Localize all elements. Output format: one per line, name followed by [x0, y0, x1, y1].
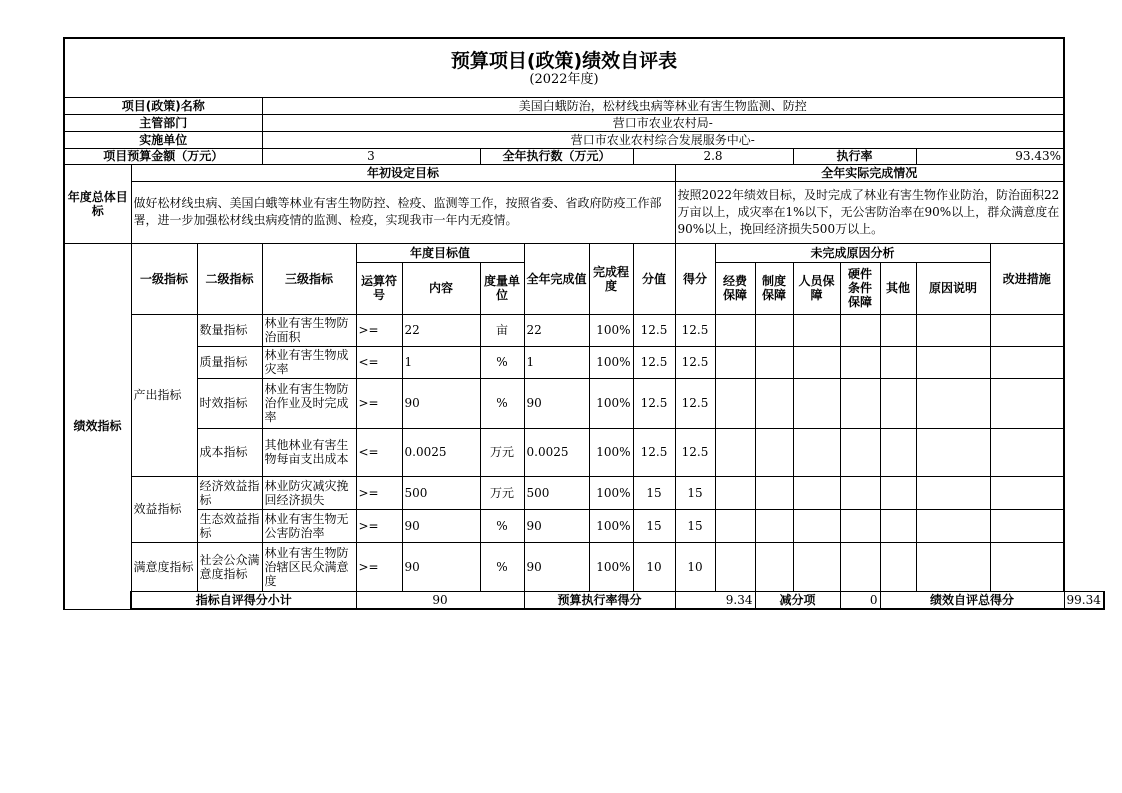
header-full-year: 全年完成值 — [524, 243, 589, 314]
actual-goal-text: 按照2022年绩效目标，及时完成了林业有害生物作业防治，防治面积22万亩以上，成灾率在1%以下，无公害防治率在90%以上，群众满意度在90%以上，挽回经济损失500万以上。 — [675, 181, 1064, 243]
table-row — [64, 476, 1104, 509]
content-cell: 0.0025 — [402, 428, 480, 476]
level2-cell: 经济效益指标 — [197, 476, 262, 509]
content-cell: 1 — [402, 346, 480, 378]
header-score: 得分 — [675, 243, 715, 314]
header-improve: 改进措施 — [990, 243, 1064, 314]
degree-cell: 100% — [589, 346, 633, 378]
done-cell: 90 — [524, 542, 589, 591]
unit-cell: 万元 — [480, 428, 524, 476]
value-cell: 12.5 — [633, 346, 675, 378]
deduct-value: 0 — [840, 591, 880, 609]
project-name-label: 项目(政策)名称 — [64, 97, 262, 114]
done-cell: 0.0025 — [524, 428, 589, 476]
table-row — [64, 314, 1104, 346]
content-cell: 90 — [402, 509, 480, 542]
budget-score-value: 9.34 — [675, 591, 755, 609]
header-reason-other: 其他 — [880, 262, 916, 314]
dept-label: 主管部门 — [64, 114, 262, 131]
score-cell: 12.5 — [675, 378, 715, 428]
value-cell: 15 — [633, 509, 675, 542]
level2-cell: 成本指标 — [197, 428, 262, 476]
total-label: 绩效自评总得分 — [880, 591, 1064, 609]
unit-cell: % — [480, 509, 524, 542]
header-reason-funding: 经费保障 — [715, 262, 755, 314]
op-cell: >= — [356, 314, 402, 346]
level2-cell: 质量指标 — [197, 346, 262, 378]
value-cell: 15 — [633, 476, 675, 509]
title-cell — [64, 38, 1064, 97]
value-cell: 12.5 — [633, 378, 675, 428]
deduct-label: 减分项 — [755, 591, 840, 609]
value-cell: 10 — [633, 542, 675, 591]
header-level1: 一级指标 — [131, 243, 197, 314]
score-cell: 12.5 — [675, 428, 715, 476]
perf-indicators-label: 绩效指标 — [64, 243, 131, 609]
done-cell: 90 — [524, 509, 589, 542]
project-name-value: 美国白蛾防治，松材线虫病等林业有害生物监测、防控 — [262, 97, 1064, 114]
unit-label: 实施单位 — [64, 131, 262, 148]
op-cell: <= — [356, 428, 402, 476]
score-cell: 10 — [675, 542, 715, 591]
op-cell: >= — [356, 542, 402, 591]
rate-value: 93.43% — [916, 148, 1064, 164]
header-annual-target: 年度目标值 — [356, 243, 524, 262]
level2-cell: 数量指标 — [197, 314, 262, 346]
degree-cell: 100% — [589, 314, 633, 346]
degree-cell: 100% — [589, 509, 633, 542]
form-year: (2022年度) — [529, 71, 599, 87]
header-level2: 二级指标 — [197, 243, 262, 314]
table-row — [64, 542, 1104, 591]
level3-cell: 林业有害生物防治面积 — [262, 314, 356, 346]
content-cell: 90 — [402, 378, 480, 428]
table-row — [64, 378, 1104, 428]
score-cell: 15 — [675, 476, 715, 509]
degree-cell: 100% — [589, 378, 633, 428]
header-degree: 完成程度 — [589, 243, 633, 314]
unit-cell: % — [480, 378, 524, 428]
done-cell: 500 — [524, 476, 589, 509]
budget-label: 项目预算金额（万元） — [64, 148, 262, 164]
subtotal-label: 指标自评得分小计 — [131, 591, 356, 609]
header-reason-staff: 人员保障 — [793, 262, 840, 314]
header-score-value: 分值 — [633, 243, 675, 314]
value-cell: 12.5 — [633, 428, 675, 476]
form-title: 预算项目(政策)绩效自评表 — [450, 49, 678, 72]
header-reasons: 未完成原因分析 — [715, 243, 990, 262]
unit-cell: 亩 — [480, 314, 524, 346]
header-content: 内容 — [402, 262, 480, 314]
done-cell: 1 — [524, 346, 589, 378]
unit-cell: % — [480, 346, 524, 378]
done-cell: 90 — [524, 378, 589, 428]
level2-cell: 社会公众满意度指标 — [197, 542, 262, 591]
exec-label: 全年执行数（万元） — [480, 148, 633, 164]
unit-cell: 万元 — [480, 476, 524, 509]
level3-cell: 林业防灾减灾挽回经济损失 — [262, 476, 356, 509]
header-level3: 三级指标 — [262, 243, 356, 314]
budget-score-label: 预算执行率得分 — [524, 591, 675, 609]
unit-value: 营口市农业农村综合发展服务中心- — [262, 131, 1064, 148]
score-cell: 15 — [675, 509, 715, 542]
value-cell: 12.5 — [633, 314, 675, 346]
degree-cell: 100% — [589, 542, 633, 591]
level3-cell: 林业有害生物防治作业及时完成率 — [262, 378, 356, 428]
level3-cell: 林业有害生物无公害防治率 — [262, 509, 356, 542]
budget-value: 3 — [262, 148, 480, 164]
level1-output: 产出指标 — [131, 314, 197, 476]
dept-value: 营口市农业农村局- — [262, 114, 1064, 131]
initial-goal-text: 做好松材线虫病、美国白蛾等林业有害生物防控、检疫、监测等工作，按照省委、省政府防疫工作部署，进一步加强松材线虫病疫情的监测、检疫，实现我市一年内无疫情。 — [131, 181, 675, 243]
done-cell: 22 — [524, 314, 589, 346]
level2-cell: 时效指标 — [197, 378, 262, 428]
header-unit: 度量单位 — [480, 262, 524, 314]
unit-cell: % — [480, 542, 524, 591]
score-cell: 12.5 — [675, 314, 715, 346]
header-op: 运算符号 — [356, 262, 402, 314]
op-cell: >= — [356, 476, 402, 509]
content-cell: 22 — [402, 314, 480, 346]
op-cell: >= — [356, 378, 402, 428]
annual-goal-label: 年度总体目标 — [64, 164, 131, 243]
level3-cell: 林业有害生物防治辖区民众满意度 — [262, 542, 356, 591]
header-reason-system: 制度保障 — [755, 262, 793, 314]
performance-table — [63, 37, 1105, 610]
level2-cell: 生态效益指标 — [197, 509, 262, 542]
table-row — [64, 428, 1104, 476]
header-reason-hardware: 硬件条件保障 — [840, 262, 880, 314]
level1-satisfaction: 满意度指标 — [131, 542, 197, 591]
exec-value: 2.8 — [633, 148, 793, 164]
header-reason-desc: 原因说明 — [916, 262, 990, 314]
total-value: 99.34 — [1064, 591, 1104, 609]
subtotal-value: 90 — [356, 591, 524, 609]
level3-cell: 其他林业有害生物每亩支出成本 — [262, 428, 356, 476]
actual-goal-header: 全年实际完成情况 — [675, 164, 1064, 181]
degree-cell: 100% — [589, 428, 633, 476]
score-cell: 12.5 — [675, 346, 715, 378]
op-cell: >= — [356, 509, 402, 542]
content-cell: 500 — [402, 476, 480, 509]
initial-goal-header: 年初设定目标 — [131, 164, 675, 181]
table-row — [64, 509, 1104, 542]
level1-benefit: 效益指标 — [131, 476, 197, 542]
level3-cell: 林业有害生物成灾率 — [262, 346, 356, 378]
rate-label: 执行率 — [793, 148, 916, 164]
table-row — [64, 346, 1104, 378]
content-cell: 90 — [402, 542, 480, 591]
degree-cell: 100% — [589, 476, 633, 509]
op-cell: <= — [356, 346, 402, 378]
